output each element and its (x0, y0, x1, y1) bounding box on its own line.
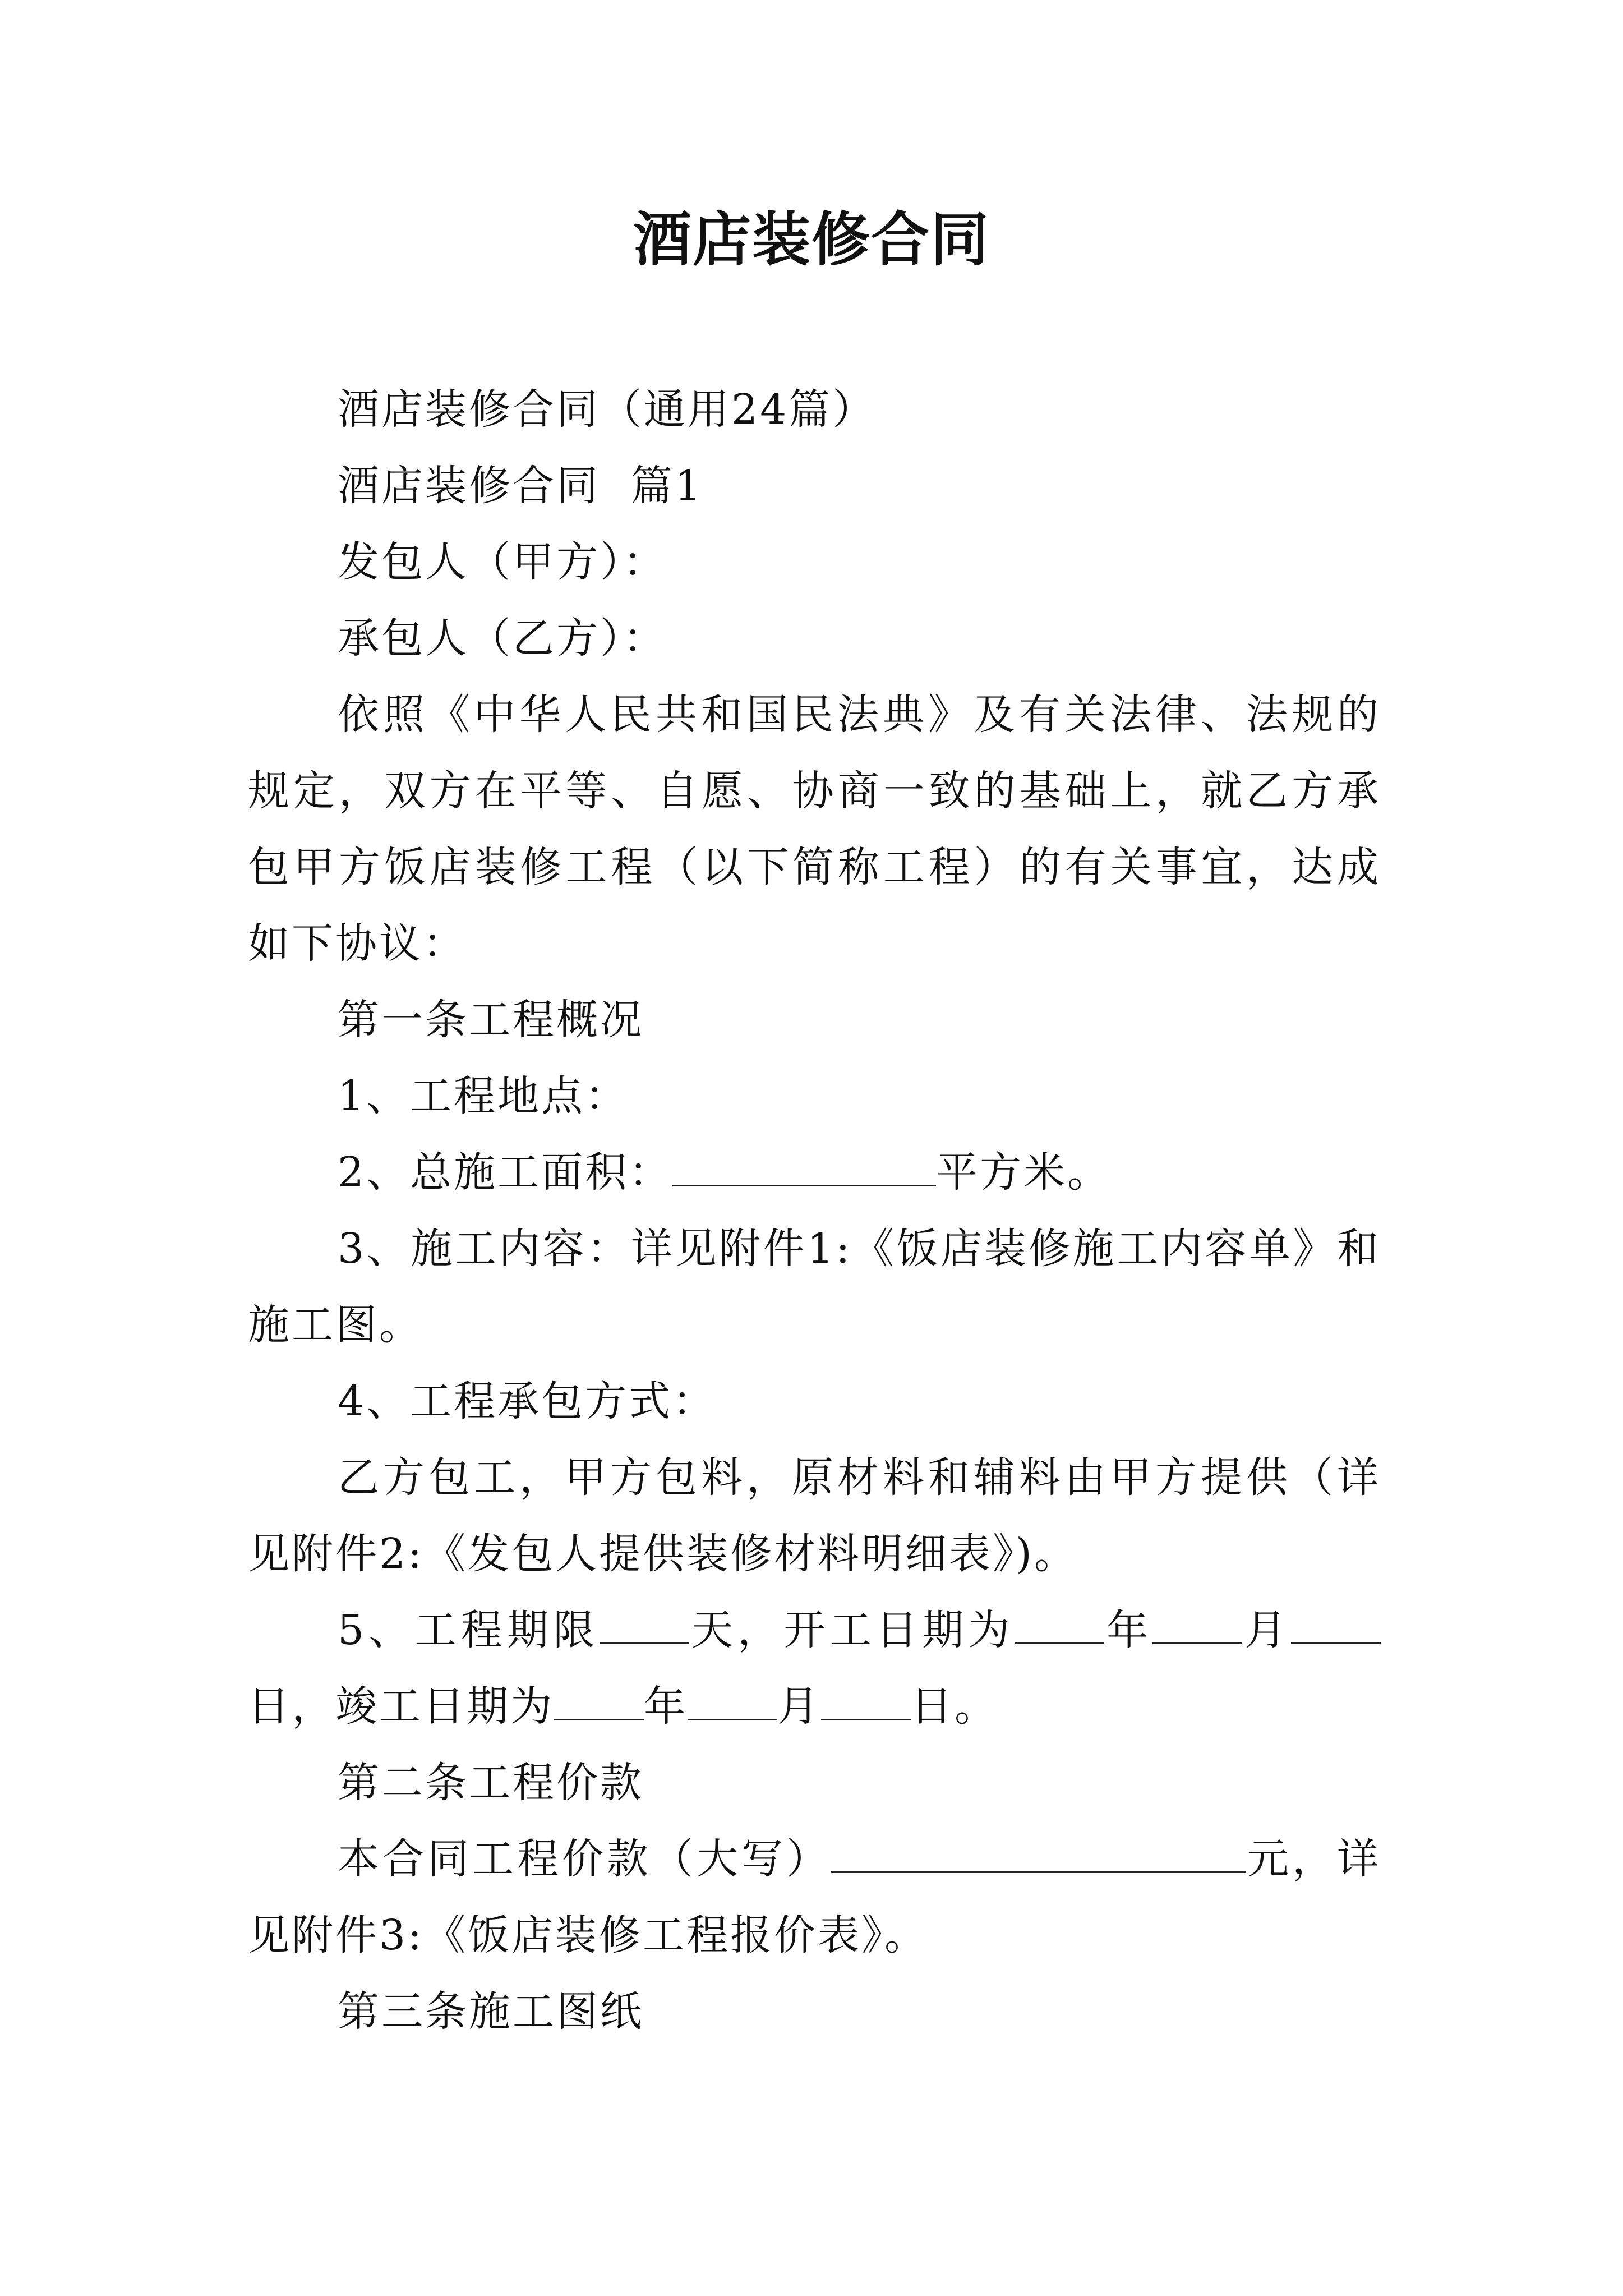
days-blank (600, 1601, 689, 1644)
area-blank (672, 1143, 936, 1186)
item5-part: 年 (644, 1682, 688, 1731)
article1-heading: 第一条工程概况 (338, 996, 644, 1044)
item4-method: 4、工程承包方式： (338, 1377, 717, 1425)
end-month-blank (688, 1677, 777, 1720)
price-prefix: 本合同工程价款（大写） (338, 1835, 831, 1883)
item2-suffix: 平方米。 (936, 1148, 1112, 1197)
item5-part: 5、工程期限 (338, 1606, 600, 1654)
item5-part: 月 (777, 1682, 821, 1731)
item5-part: 年 (1104, 1606, 1153, 1654)
item5-part: 天，开工日期为 (689, 1606, 1015, 1654)
price-blank (831, 1830, 1246, 1873)
start-day-blank (1291, 1601, 1381, 1644)
item5-part: 日。 (911, 1682, 998, 1731)
item2-prefix: 2、总施工面积： (338, 1148, 673, 1197)
document-title: 酒店装修合同 (633, 205, 990, 274)
section-heading: 酒店装修合同 篇1 (338, 462, 704, 510)
document-body (248, 371, 1381, 2050)
start-year-blank (1015, 1601, 1104, 1644)
party-b-line: 承包人（乙方）： (338, 614, 667, 662)
article3-heading: 第三条施工图纸 (338, 1987, 644, 2036)
preamble-paragraph: 依照《中华人民共和国民法典》及有关法律、法规的规定，双方在平等、自愿、协商一致的基础上，就乙方承包甲方饭店装修工程（以下简称工程）的有关事宜，达成如下协议： (248, 691, 1381, 968)
item1-location: 1、工程地点： (338, 1072, 629, 1120)
end-day-blank (821, 1677, 911, 1720)
end-year-blank (554, 1677, 644, 1720)
party-a-line: 发包人（甲方）： (338, 538, 667, 586)
price-paragraph (248, 1821, 1381, 1973)
article2-heading: 第二条工程价款 (338, 1759, 644, 1807)
item4-detail: 乙方包工，甲方包料，原材料和辅料由甲方提供（详见附件2:《发包人提供装修材料明细表》)。 (248, 1453, 1381, 1578)
item5-part: 日，竣工日期为 (248, 1682, 554, 1731)
item3-content: 3、施工内容：详见附件1:《饭店装修施工内容单》和施工图。 (248, 1225, 1381, 1349)
price-suffix: 元，详见附件3:《饭店装修工程报价表》。 (248, 1835, 1381, 1959)
item2-area (248, 1134, 1381, 1211)
start-month-blank (1152, 1601, 1242, 1644)
subtitle: 酒店装修合同（通用24篇） (338, 385, 877, 434)
item5-period (248, 1592, 1381, 1745)
item5-part: 月 (1242, 1606, 1291, 1654)
